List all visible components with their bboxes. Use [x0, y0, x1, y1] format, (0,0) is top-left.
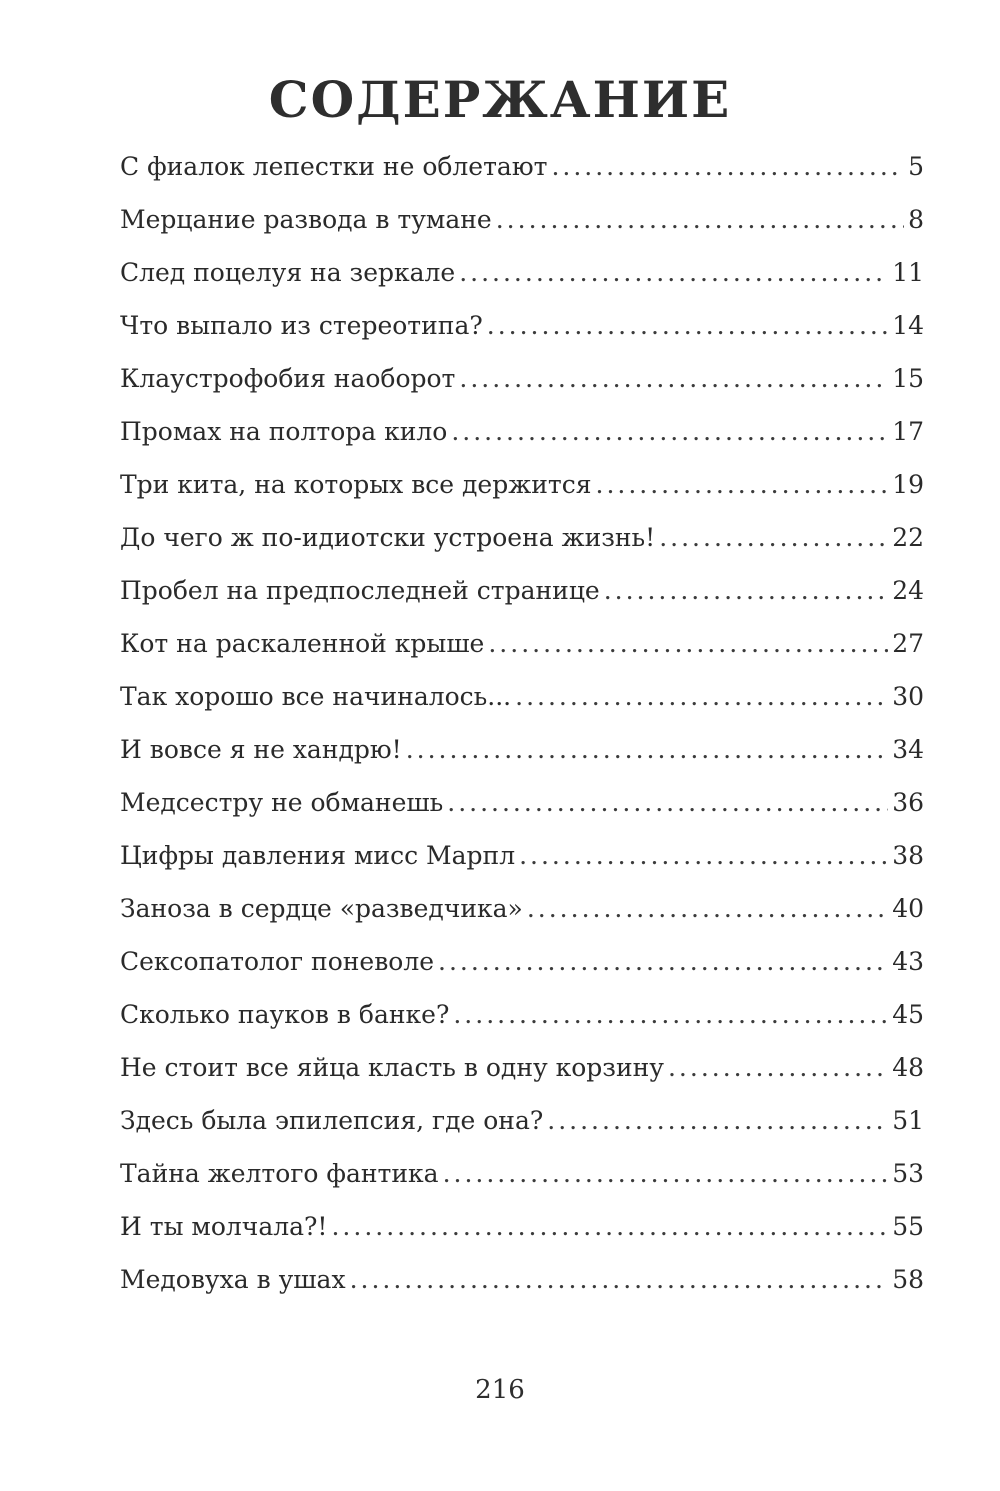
toc-leader-dots: [406, 723, 888, 776]
toc-entry: [120, 1200, 924, 1253]
toc-leader-dots: [331, 1200, 888, 1253]
toc-entry-page: 14: [892, 311, 924, 340]
toc-entry-page: 34: [892, 735, 924, 764]
toc-leader-dots: [453, 988, 888, 1041]
toc-entry: [120, 458, 924, 511]
toc-leader-dots: [459, 246, 888, 299]
toc-entry-page: 58: [892, 1265, 924, 1294]
toc-entry-page: 19: [892, 470, 924, 499]
toc-entry: [120, 140, 924, 193]
toc-entry-page: 17: [892, 417, 924, 446]
toc-leader-dots: [547, 1094, 888, 1147]
toc-leader-dots: [350, 1253, 889, 1306]
toc-entry-title: Кот на раскаленной крыше: [120, 629, 485, 658]
toc-leader-dots: [496, 193, 904, 246]
toc-entry-page: 15: [892, 364, 924, 393]
toc-entry-page: 30: [892, 682, 924, 711]
toc-entry: [120, 935, 924, 988]
toc-entry-page: 8: [908, 205, 924, 234]
toc-entry-page: 53: [892, 1159, 924, 1188]
toc-entry-page: 5: [908, 152, 924, 181]
toc-entry-title: Тайна желтого фантика: [120, 1159, 439, 1188]
toc-entry-title: Мерцание развода в тумане: [120, 205, 492, 234]
toc-leader-dots: [527, 882, 888, 935]
toc-entry-title: Что выпало из стереотипа?: [120, 311, 483, 340]
toc-entry-title: До чего ж по-идиотски устроена жизнь!: [120, 523, 656, 552]
toc-entry-page: 27: [892, 629, 924, 658]
toc-entry-title: Медсестру не обманешь: [120, 788, 444, 817]
toc-leader-dots: [447, 776, 888, 829]
toc-entry-title: Цифры давления мисс Марпл: [120, 841, 516, 870]
toc-entry: [120, 1253, 924, 1306]
toc-entry-title: Сексопатолог поневоле: [120, 947, 435, 976]
toc-entry-title: Клаустрофобия наоборот: [120, 364, 456, 393]
toc-entry: [120, 1041, 924, 1094]
toc-entry-title: Медовуха в ушах: [120, 1265, 346, 1294]
toc-entry-title: Пробел на предпоследней странице: [120, 576, 600, 605]
toc-leader-dots: [451, 405, 888, 458]
toc-entry-title: Так хорошо все начиналось...: [120, 682, 512, 711]
toc-leader-dots: [488, 617, 888, 670]
toc-leader-dots: [443, 1147, 889, 1200]
toc-entry-title: Здесь была эпилепсия, где она?: [120, 1106, 544, 1135]
toc-entry: [120, 723, 924, 776]
page-number: 216: [475, 1375, 525, 1405]
toc-entry-title: Три кита, на которых все держится: [120, 470, 592, 499]
toc-leader-dots: [596, 458, 889, 511]
toc-leader-dots: [519, 829, 888, 882]
toc-entry-title: След поцелуя на зеркале: [120, 258, 456, 287]
toc-entry-title: Не стоит все яйца класть в одну корзину: [120, 1053, 664, 1082]
toc-entry: [120, 246, 924, 299]
toc-entry-title: С фиалок лепестки не облетают: [120, 152, 548, 181]
toc-entry-title: Заноза в сердце «разведчика»: [120, 894, 523, 923]
toc-leader-dots: [438, 935, 888, 988]
toc-leader-dots: [668, 1041, 888, 1094]
toc-leader-dots: [551, 140, 904, 193]
toc-entry: [120, 352, 924, 405]
toc-entry-page: 45: [892, 1000, 924, 1029]
toc-entry: [120, 193, 924, 246]
toc-entry: [120, 670, 924, 723]
toc-leader-dots: [659, 511, 888, 564]
toc-entry-page: 11: [892, 258, 924, 287]
toc-entry-page: 40: [892, 894, 924, 923]
toc-entry-title: И ты молчала?!: [120, 1212, 328, 1241]
toc-entry-page: 24: [892, 576, 924, 605]
toc-entry-page: 22: [892, 523, 924, 552]
toc-entry-page: 36: [892, 788, 924, 817]
toc-entry-page: 38: [892, 841, 924, 870]
toc-leader-dots: [459, 352, 888, 405]
toc-entry: [120, 511, 924, 564]
toc-entry-title: И вовсе я не хандрю!: [120, 735, 402, 764]
toc-entry: [120, 1094, 924, 1147]
toc-entry: [120, 1147, 924, 1200]
toc-entry-page: 43: [892, 947, 924, 976]
toc-entry-title: Сколько пауков в банке?: [120, 1000, 450, 1029]
toc-leader-dots: [604, 564, 889, 617]
toc-entry: [120, 405, 924, 458]
toc-entry: [120, 882, 924, 935]
toc-leader-dots: [487, 299, 888, 352]
toc-entry: [120, 564, 924, 617]
toc-entry: [120, 617, 924, 670]
toc-entry-page: 55: [892, 1212, 924, 1241]
toc-entry-title: Промах на полтора кило: [120, 417, 448, 446]
toc-entry-page: 51: [892, 1106, 924, 1135]
table-of-contents: [120, 140, 924, 1306]
toc-entry: [120, 829, 924, 882]
toc-leader-dots: [515, 670, 888, 723]
toc-entry: [120, 988, 924, 1041]
toc-entry: [120, 776, 924, 829]
toc-entry-page: 48: [892, 1053, 924, 1082]
page-title: СОДЕРЖАНИЕ: [268, 70, 732, 129]
toc-entry: [120, 299, 924, 352]
